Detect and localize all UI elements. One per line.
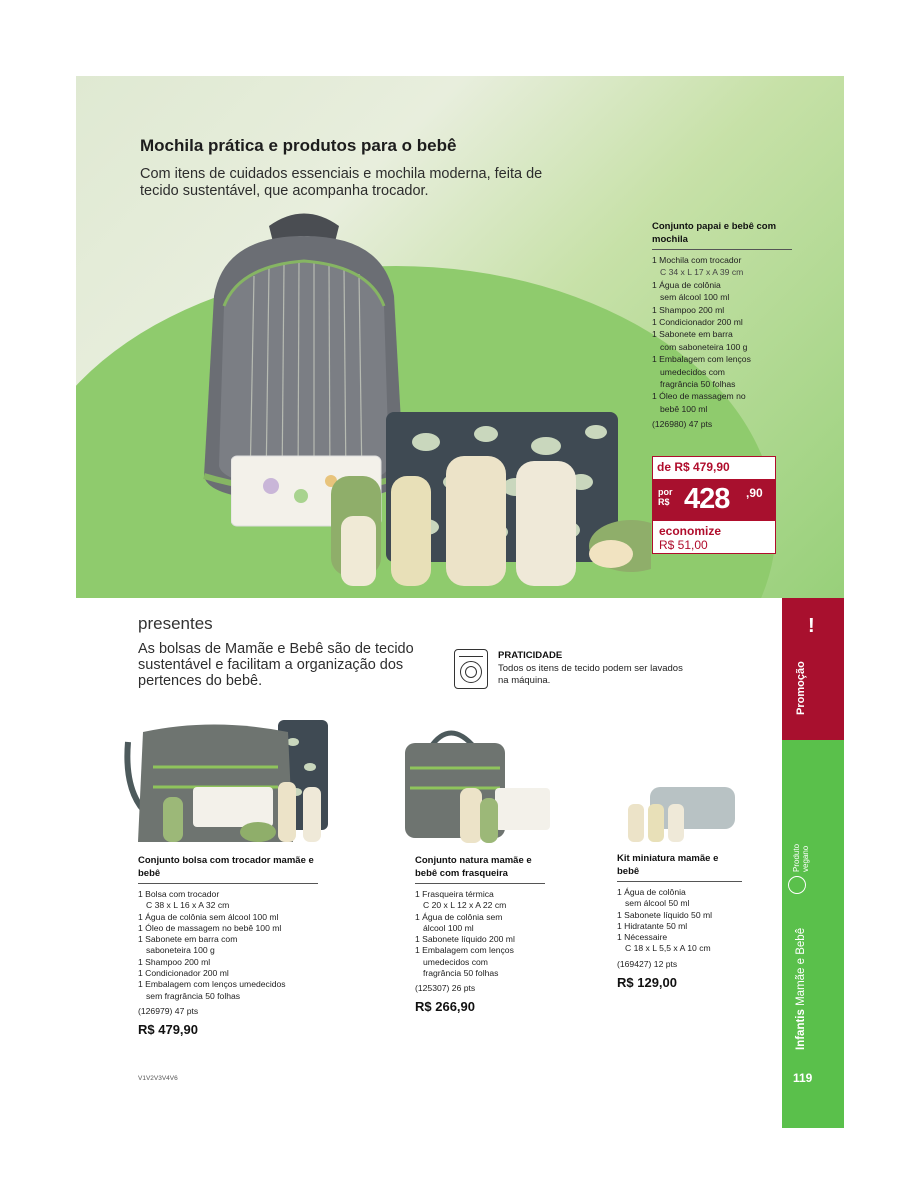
praticidade-title: PRATICIDADE — [498, 650, 563, 661]
card-title: Kit miniatura mamãe e bebê — [617, 853, 742, 882]
list-item: 1 Bolsa com trocador — [138, 889, 220, 899]
footer-code: V1V2V3V4V6 — [138, 1075, 178, 1082]
list-item: 1 Hidratante 50 ml — [617, 920, 688, 931]
list-item: 1 Shampoo 200 ml — [652, 304, 725, 315]
list-item: 1 Frasqueira térmica — [415, 889, 494, 899]
list-item: fragrância 50 folhas — [423, 968, 499, 979]
list-item: 1 Embalagem com lenços — [415, 945, 514, 956]
list-item: 1 Água de colônia — [652, 279, 721, 290]
presents-heading: presentes — [138, 614, 213, 633]
list-item: 1 Condicionador 200 ml — [138, 968, 229, 979]
exclamation-icon: ! — [808, 615, 815, 637]
savings-box — [652, 520, 776, 554]
list-item: C 38 x L 16 x A 32 cm — [146, 900, 230, 911]
list-item: C 18 x L 5,5 x A 10 cm — [625, 943, 711, 954]
category-tab-label: Infantis Mamãe e Bebê — [795, 927, 807, 1050]
promo-tab-label: Promoção — [795, 661, 807, 715]
card-code: (126979) 47 pts — [138, 1005, 199, 1016]
card-items — [415, 889, 545, 979]
new-price — [652, 480, 776, 520]
products-image — [231, 446, 651, 596]
list-item: bebê 100 ml — [660, 403, 708, 414]
category-tab — [782, 740, 844, 1128]
list-item: com saboneteira 100 g — [660, 341, 748, 352]
main-product-title: Conjunto papai e bebê com mochila — [652, 220, 792, 250]
list-item: álcool 100 ml — [423, 922, 474, 933]
list-item: 1 Shampoo 200 ml — [138, 956, 211, 967]
main-product-items — [652, 255, 792, 415]
list-item: 1 Sabonete líquido 50 ml — [617, 909, 713, 920]
product-card-bag — [138, 855, 318, 1037]
list-item: umedecidos com — [423, 956, 488, 967]
hero-subtitle: Com itens de cuidados essenciais e mochila moderna, feita de tecido sustentável, que acompanha trocador. — [140, 166, 543, 199]
savings-value: R$ 51,00 — [659, 538, 708, 552]
card-items — [138, 889, 318, 1002]
list-item: 1 Água de colônia sem álcool 100 ml — [138, 911, 279, 922]
list-item: 1 Embalagem com lenços — [652, 354, 751, 365]
list-item: 1 Mochila com trocador — [652, 255, 742, 265]
list-item: sem álcool 50 ml — [625, 898, 690, 909]
new-price-cents: ,90 — [746, 486, 763, 500]
main-price-box — [652, 456, 776, 554]
cooler-set-image — [400, 718, 555, 848]
vegan-label: Produto vegano — [792, 843, 810, 872]
list-item: sem fragrância 50 folhas — [146, 990, 241, 1001]
list-item: umedecidos com — [660, 366, 725, 377]
list-item: 1 Nécessaire — [617, 932, 668, 943]
list-item: 1 Sabonete líquido 200 ml — [415, 934, 515, 945]
old-price: de R$ 479,90 — [652, 456, 776, 480]
list-item: C 34 x L 17 x A 39 cm — [660, 267, 744, 278]
new-price-integer: 428 — [684, 483, 730, 515]
card-code: (169427) 12 pts — [617, 958, 678, 969]
presents-text: As bolsas de Mamãe e Bebê são de tecido sustentável e facilitam a organização dos pertences do bebê. — [138, 641, 414, 689]
card-price: R$ 266,90 — [415, 999, 475, 1015]
por-label: por R$ — [658, 487, 673, 507]
main-product-code: (126980) 47 pts — [652, 419, 713, 430]
card-items — [617, 887, 742, 955]
card-price: R$ 479,90 — [138, 1021, 198, 1037]
vegan-leaf-icon — [788, 876, 806, 894]
bag-set-image — [118, 712, 334, 852]
list-item: 1 Água de colônia sem — [415, 911, 503, 922]
list-item: 1 Sabonete em barra — [652, 329, 733, 340]
list-item: C 20 x L 12 x A 22 cm — [423, 900, 507, 911]
card-title: Conjunto bolsa com trocador mamãe e bebê — [138, 855, 318, 884]
washing-machine-icon — [454, 649, 488, 689]
main-product-details — [652, 220, 792, 429]
card-price: R$ 129,00 — [617, 974, 677, 990]
page-number: 119 — [793, 1071, 813, 1085]
list-item: 1 Sabonete em barra com — [138, 934, 238, 945]
hero-title: Mochila prática e produtos para o bebê — [140, 136, 457, 155]
card-code: (125307) 26 pts — [415, 983, 476, 994]
product-card-cooler — [415, 855, 545, 1014]
list-item: sem álcool 100 ml — [660, 292, 730, 303]
card-title: Conjunto natura mamãe e bebê com frasqueira — [415, 855, 545, 884]
list-item: 1 Embalagem com lenços umedecidos — [138, 979, 286, 990]
savings-label: economize — [659, 524, 722, 538]
praticidade-text: Todos os itens de tecido podem ser lavados na máquina. — [498, 663, 683, 686]
list-item: 1 Óleo de massagem no — [652, 391, 746, 402]
list-item: saboneteira 100 g — [146, 945, 215, 956]
list-item: 1 Óleo de massagem no bebê 100 ml — [138, 922, 282, 933]
list-item: 1 Água de colônia — [617, 887, 686, 897]
list-item: fragrância 50 folhas — [660, 379, 736, 390]
mini-kit-image — [620, 782, 740, 847]
product-card-mini-kit — [617, 853, 742, 990]
list-item: 1 Condicionador 200 ml — [652, 317, 743, 328]
